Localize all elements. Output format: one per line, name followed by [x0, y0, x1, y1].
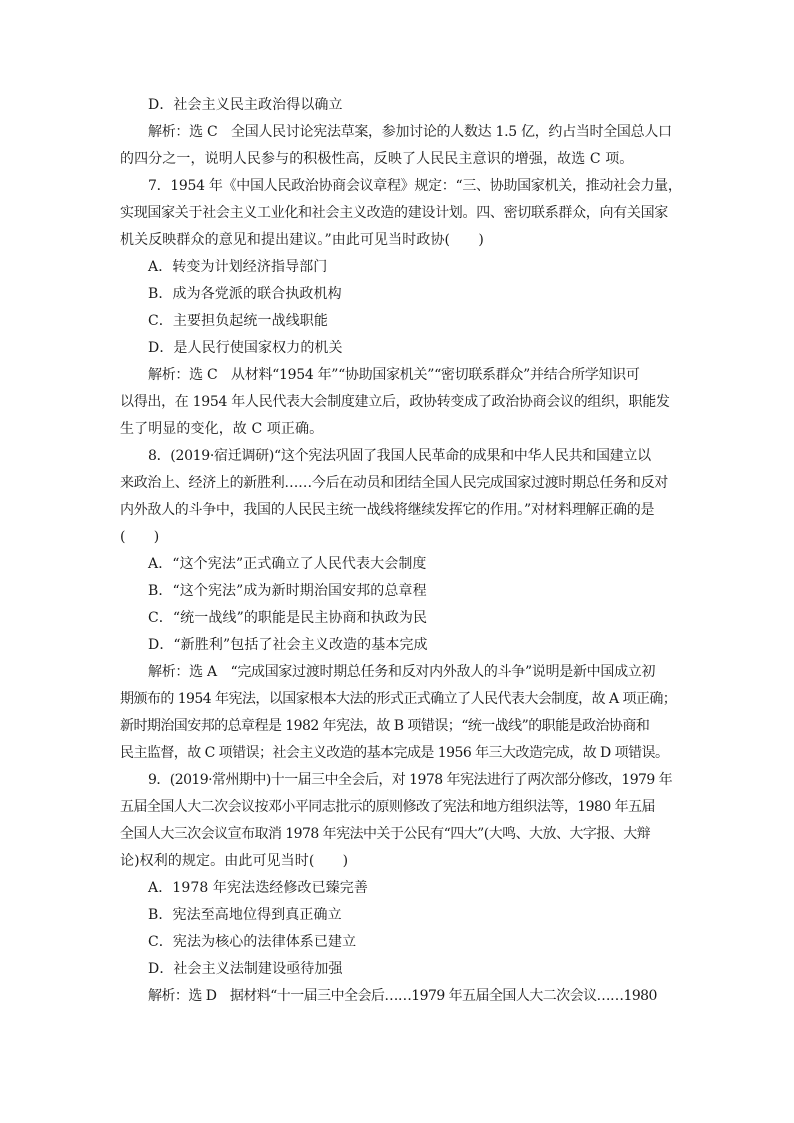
question-8-line: 8．(2019·宿迁调研)“这个宪法巩固了我国人民革命的成果和中华人民共和国建立以: [148, 448, 651, 464]
question-9-line: 9．(2019·常州期中)十一届三中全会后，对 1978 年宪法进行了两次部分修改，1979 年: [148, 772, 673, 788]
question-8-line: ( ): [120, 529, 160, 545]
option-d-line: D．“新胜利”包括了社会主义改造的基本完成: [148, 637, 428, 653]
option-b-line: B．成为各党派的联合执政机构: [148, 286, 342, 302]
question-7-line: 实现国家关于社会主义工业化和社会主义改造的建设计划。四、密切联系群众，向有关国家: [120, 205, 668, 221]
option-b-line: B．宪法至高地位得到真正确立: [148, 907, 342, 923]
question-8-line: 来政治上、经济上的新胜利……今后在动员和团结全国人民完成国家过渡时期总任务和反对: [120, 475, 668, 491]
option-c-line: C．宪法为核心的法律体系已建立: [148, 934, 357, 950]
analysis-line: 解析：选 C 从材料“1954 年”“协助国家机关”“密切联系群众”并结合所学知识可: [148, 367, 640, 383]
question-7-line: 7．1954 年《中国人民政治协商会议章程》规定：“三、协助国家机关，推动社会力量，: [148, 178, 682, 194]
analysis-line: 生了明显的变化，故 C 项正确。: [120, 421, 324, 437]
analysis-line: 民主监督，故 C 项错误；社会主义改造的基本完成是 1956 年三大改造完成，故 D 项错误。: [120, 745, 669, 761]
analysis-line: 期颁布的 1954 年宪法，以国家根本大法的形式正式确立了人民代表大会制度，故 A 项正确；: [120, 691, 677, 707]
analysis-line: 新时期治国安邦的总章程是 1982 年宪法，故 B 项错误；“统一战线”的职能是政治协商和: [120, 718, 650, 734]
option-c-line: C．“统一战线”的职能是民主协商和执政为民: [148, 610, 428, 626]
question-9-line: 五届全国人大二次会议按邓小平同志批示的原则修改了宪法和地方组织法等，1980 年五届: [120, 799, 655, 815]
option-b-line: B．“这个宪法”成为新时期治国安邦的总章程: [148, 583, 427, 599]
analysis-line: 的四分之一，说明人民参与的积极性高，反映了人民民主意识的增强，故选 C 项。: [120, 151, 634, 167]
option-a-line: A．1978 年宪法迭经修改已臻完善: [148, 880, 368, 896]
analysis-line: 解析：选 D 据材料“十一届三中全会后……1979 年五届全国人大二次会议……1980: [148, 988, 657, 1004]
analysis-line: 解析：选 C 全国人民讨论宪法草案，参加讨论的人数达 1.5 亿，约占当时全国总人口: [148, 124, 672, 140]
option-d-line: D．是人民行使国家权力的机关: [148, 340, 343, 356]
option-a-line: A．“这个宪法”正式确立了人民代表大会制度: [148, 556, 427, 572]
question-8-line: 内外敌人的斗争中，我国的人民民主统一战线将继续发挥它的作用。”对材料理解正确的是: [120, 502, 655, 518]
option-a-line: A．转变为计划经济指导部门: [148, 259, 328, 275]
analysis-line: 以得出，在 1954 年人民代表大会制度建立后，政协转变成了政治协商会议的组织，职能发: [120, 394, 670, 410]
question-9-line: 全国人大三次会议宣布取消 1978 年宪法中关于公民有“四大”(大鸣、大放、大字报、大辩: [120, 826, 651, 842]
analysis-line: 解析：选 A “完成国家过渡时期总任务和反对内外敌人的斗争”说明是新中国成立初: [148, 664, 656, 680]
document-page: [120, 92, 682, 1010]
question-7-line: 机关反映群众的意见和提出建议。”由此可见当时政协( ): [120, 232, 484, 248]
question-9-line: 论)权利的规定。由此可见当时( ): [120, 853, 349, 869]
option-d-line: D．社会主义法制建设亟待加强: [148, 961, 343, 977]
option-d-line: D．社会主义民主政治得以确立: [148, 97, 343, 113]
option-c-line: C．主要担负起统一战线职能: [148, 313, 329, 329]
